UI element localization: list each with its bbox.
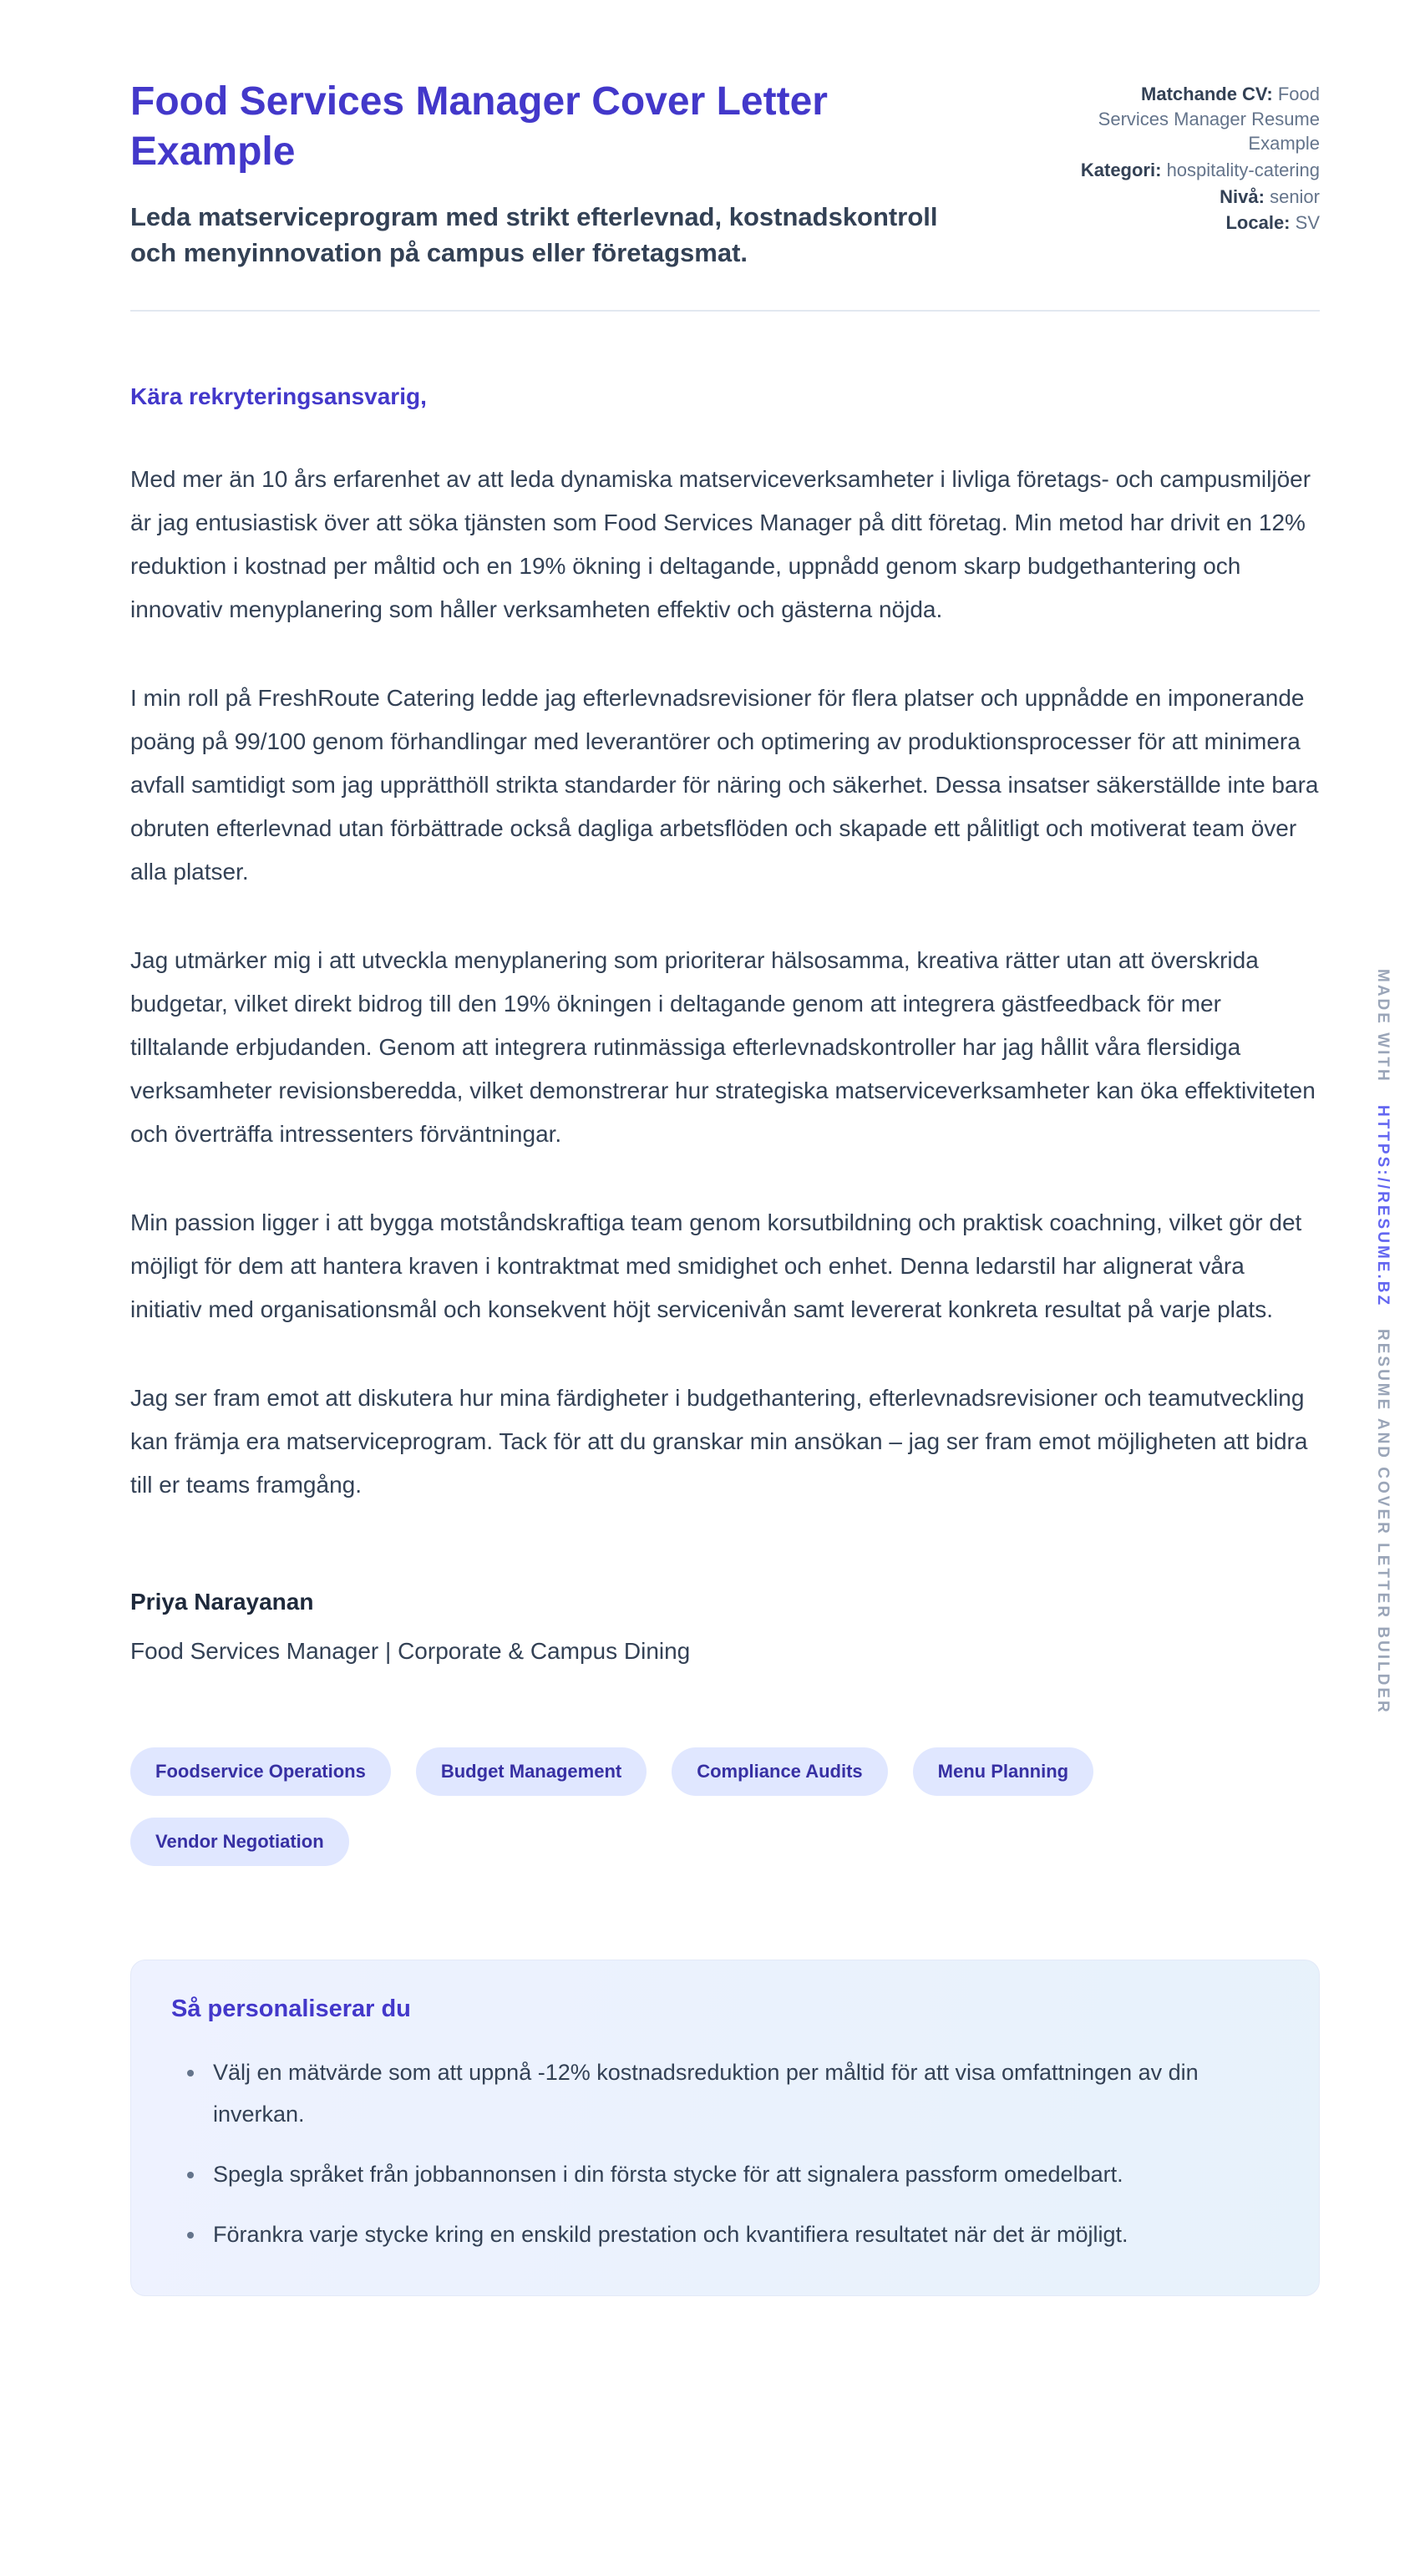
- signature-role: Food Services Manager | Corporate & Campus Dining: [130, 1638, 691, 1665]
- page-title: Food Services Manager Cover Letter Example: [130, 79, 828, 174]
- skill-tag-menu-planning: Menu Planning: [913, 1747, 1093, 1796]
- letter-paragraph-3: Jag utmärker mig i att utveckla menyplanering som prioriterar hälsosamma, kreativa rätter utan att överskrida budgetar, vilket direkt bidrog till den 19% ökningen i deltagande genom att integrera gästfeedback för mer tilltalande erbjudanden. Genom att integrera rutinmässiga efterlevnadskontroller har jag hållit våra flersidiga verksamheter revisionsberedda, vilket demonstrerar hur strategiska matserviceverksamheter kan öka effektiviteten och överträffa intressenters förväntningar.: [130, 946, 1316, 1147]
- meta-label: Matchande CV:: [1141, 84, 1273, 104]
- page-subtitle: Leda matserviceprogram med strikt efterlevnad, kostnadskontroll och menyinnovation på campus eller företagsmat.: [130, 202, 938, 268]
- header-title-block: [130, 77, 974, 271]
- letter-paragraph-4: Min passion ligger i att bygga motståndskraftiga team genom korsutbildning och praktisk coachning, vilket gör det möjligt för dem att hantera kraven i kontraktmat med smidighet och enhet. Denna ledarstil har alignerat våra initiativ med organisationsmål och konsekvent höjt servicenivån samt levererat konkreta resultat på varje plats.: [130, 1209, 1302, 1322]
- header: [130, 77, 1320, 271]
- meta-value: senior: [1270, 185, 1320, 207]
- letter-paragraph-5: Jag ser fram emot att diskutera hur mina färdigheter i budgethantering, efterlevnadsrevisioner och teamutveckling kan främja era matserviceprogram. Tack för att du granskar min ansökan – jag ser fram emot möjligheten att bidra till er teams framgång.: [130, 1384, 1308, 1498]
- tip-item-2: • Spegla språket från jobbannonsen i din första stycke för att signalera passform omedelbart.: [206, 2153, 1279, 2195]
- meta-panel: [1069, 77, 1320, 237]
- watermark-site-link[interactable]: HTTPS://RESUME.BZ: [1374, 1104, 1392, 1307]
- meta-matching-resume: [1069, 82, 1320, 156]
- letter-paragraph-2: I min roll på FreshRoute Catering ledde jag efterlevnadsrevisioner för flera platser och uppnådde en imponerande poäng på 99/100 genom förhandlingar med leverantörer och optimering av produktionsprocesser för att minimera avfall samtidigt som jag upprätthöll strikta standarder för näring och säkerhet. Dessa insatser säkerställde inte bara obruten efterlevnad utan förbättrade också dagliga arbetsflöden och skapade ett pålitligt och motiverat team över alla platser.: [130, 684, 1319, 885]
- meta-value: SV: [1295, 212, 1320, 234]
- signature-name: Priya Narayanan: [130, 1588, 314, 1615]
- tip-item-1: • Välj en mätvärde som att uppnå -12% kostnadsreduktion per måltid för att visa omfattningen av din inverkan.: [206, 2051, 1279, 2135]
- meta-label: Nivå:: [1220, 185, 1265, 207]
- tips-title: Så personaliserar du: [171, 1995, 411, 2023]
- meta-locale: [1069, 210, 1320, 236]
- meta-label: Kategori:: [1080, 160, 1162, 181]
- cover-letter-page: [130, 0, 1320, 2338]
- watermark-vertical: [1373, 969, 1392, 1715]
- tips-list: [171, 2051, 1279, 2255]
- personalization-tips-card: [130, 1960, 1320, 2296]
- skill-tag-compliance-audits: Compliance Audits: [672, 1747, 887, 1796]
- skill-tag-foodservice-operations: Foodservice Operations: [130, 1747, 391, 1796]
- tip-item-3: • Förankra varje stycke kring en enskild prestation och kvantifiera resultatet när det är möjligt.: [206, 2213, 1279, 2255]
- meta-label: Locale:: [1225, 212, 1291, 234]
- watermark-suffix: RESUME AND COVER LETTER BUILDER: [1374, 1328, 1392, 1715]
- skill-tag-budget-management: Budget Management: [416, 1747, 647, 1796]
- meta-value: Food Services Manager Resume Example: [1098, 84, 1320, 155]
- meta-category: [1069, 158, 1320, 183]
- skill-tags: [130, 1747, 1133, 1866]
- letter-paragraph-1: Med mer än 10 års erfarenhet av att leda dynamiska matserviceverksamheter i livliga företags- och campusmiljöer är jag entusiastisk över att söka tjänsten som Food Services Manager på ditt företag. Min metod har drivit en 12% reduktion i kostnad per måltid och en 19% ökning i deltagande, uppnådd genom skarp budgethantering och innovativ menyplanering som håller verksamheten effektiv och gästerna nöjda.: [130, 465, 1311, 622]
- letter-greeting: Kära rekryteringsansvarig,: [130, 383, 427, 409]
- watermark-prefix: MADE WITH: [1374, 969, 1392, 1083]
- meta-level: [1069, 185, 1320, 210]
- meta-value: hospitality-catering: [1166, 160, 1320, 181]
- cover-letter-body: [130, 380, 1320, 1668]
- skill-tag-vendor-negotiation: Vendor Negotiation: [130, 1818, 349, 1866]
- header-divider: [130, 310, 1320, 312]
